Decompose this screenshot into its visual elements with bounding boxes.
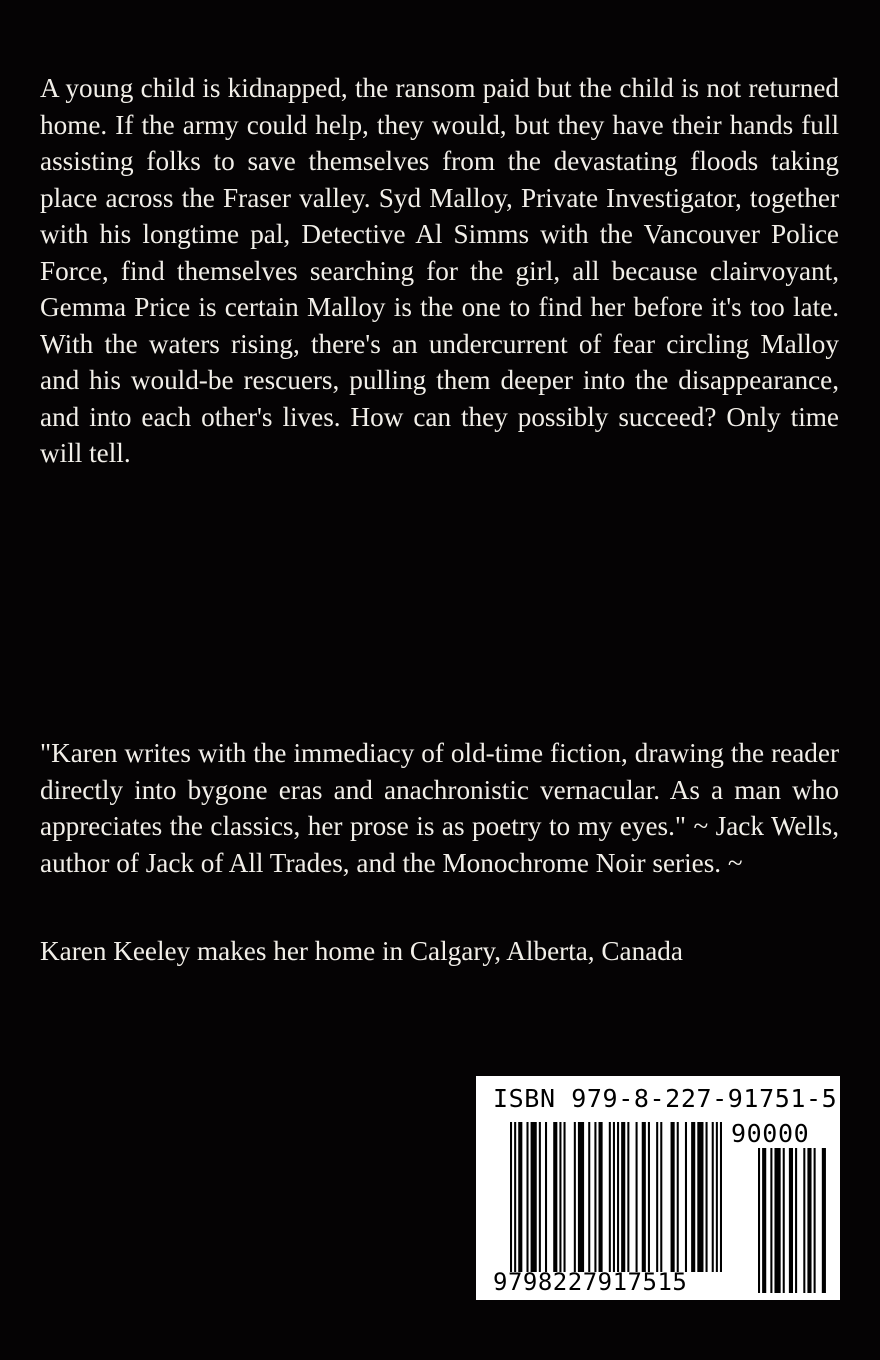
- barcode-bar: [609, 1122, 611, 1272]
- barcode-bar: [578, 1122, 584, 1272]
- barcode-bar: [553, 1122, 557, 1272]
- barcode-bar: [621, 1122, 625, 1272]
- barcode-bar: [706, 1122, 708, 1272]
- barcode-bar: [758, 1148, 760, 1293]
- barcode-bar: [660, 1122, 662, 1272]
- barcode-bar: [671, 1122, 675, 1272]
- barcode-bar: [617, 1122, 619, 1272]
- barcode-bar: [564, 1122, 566, 1272]
- barcode-bar: [803, 1148, 805, 1293]
- author-bio: Karen Keeley makes her home in Calgary, Alberta, Canada: [40, 936, 683, 966]
- barcode-bar: [685, 1122, 687, 1272]
- barcode-bar: [656, 1122, 658, 1272]
- barcode-bar: [783, 1148, 785, 1293]
- barcode-bar: [559, 1122, 561, 1272]
- barcode-bar: [588, 1122, 590, 1272]
- barcode-bar: [642, 1122, 646, 1272]
- barcode-bar: [774, 1148, 780, 1293]
- isbn-barcode: [476, 1076, 840, 1300]
- barcode-bar: [814, 1148, 816, 1293]
- barcode-addon-bars: [758, 1148, 828, 1293]
- barcode-digits: 9798227917515: [493, 1268, 688, 1296]
- barcode-bar: [712, 1122, 714, 1272]
- isbn-label: ISBN 979-8-227-91751-5: [493, 1084, 838, 1113]
- barcode-bar: [770, 1148, 772, 1293]
- barcode-bar: [762, 1148, 766, 1293]
- barcode-bar: [574, 1122, 576, 1272]
- barcode-bar: [716, 1122, 718, 1272]
- barcode-bar: [514, 1122, 516, 1272]
- barcode-bar: [720, 1122, 722, 1272]
- barcode-bar: [526, 1122, 528, 1272]
- barcode-bar: [613, 1122, 615, 1272]
- barcode-bar: [627, 1122, 629, 1272]
- price-code: 90000: [731, 1119, 810, 1148]
- barcode-bar: [822, 1148, 826, 1293]
- barcode-bar: [510, 1122, 512, 1272]
- barcode-bar: [691, 1122, 695, 1272]
- barcode-bar: [594, 1122, 596, 1272]
- back-cover-blurb: A young child is kidnapped, the ransom paid but the child is not returned home. If the army could help, they would, but they have their hands full assisting folks to save themselves from the devastating floods taking place across the Fraser valley. Syd Malloy, Private Investigator, together with his longtime pal, Detective Al Simms with the Vancouver Police Force, find themselves searching for the girl, all because clairvoyant, Gemma Price is certain Malloy is the one to find her before it's too late. With the waters rising, there's an undercurrent of fear circling Malloy and his would-be rescuers, pulling them deeper into the disappearance, and into each other's lives. How can they possibly succeed? Only time will tell.: [40, 73, 839, 468]
- barcode-main-bars: [510, 1122, 722, 1272]
- barcode-bar: [518, 1122, 522, 1272]
- barcode-bar: [599, 1122, 603, 1272]
- barcode-bar: [539, 1122, 541, 1272]
- barcode-bar: [789, 1148, 793, 1293]
- barcode-bar: [531, 1122, 537, 1272]
- barcode-bar: [636, 1122, 638, 1272]
- barcode-bar: [648, 1122, 650, 1272]
- barcode-bar: [807, 1148, 811, 1293]
- barcode-bar: [697, 1122, 703, 1272]
- barcode-bar: [677, 1122, 679, 1272]
- review-quote: "Karen writes with the immediacy of old-time fiction, drawing the reader directly into bygone eras and anachronistic vernacular. As a man who appreciates the classics, her prose is as poetry to my eyes." ~ Jack Wells, author of Jack of All Trades, and the Monochrome Noir series. ~: [40, 738, 839, 878]
- barcode-bar: [795, 1148, 797, 1293]
- barcode-bar: [545, 1122, 547, 1272]
